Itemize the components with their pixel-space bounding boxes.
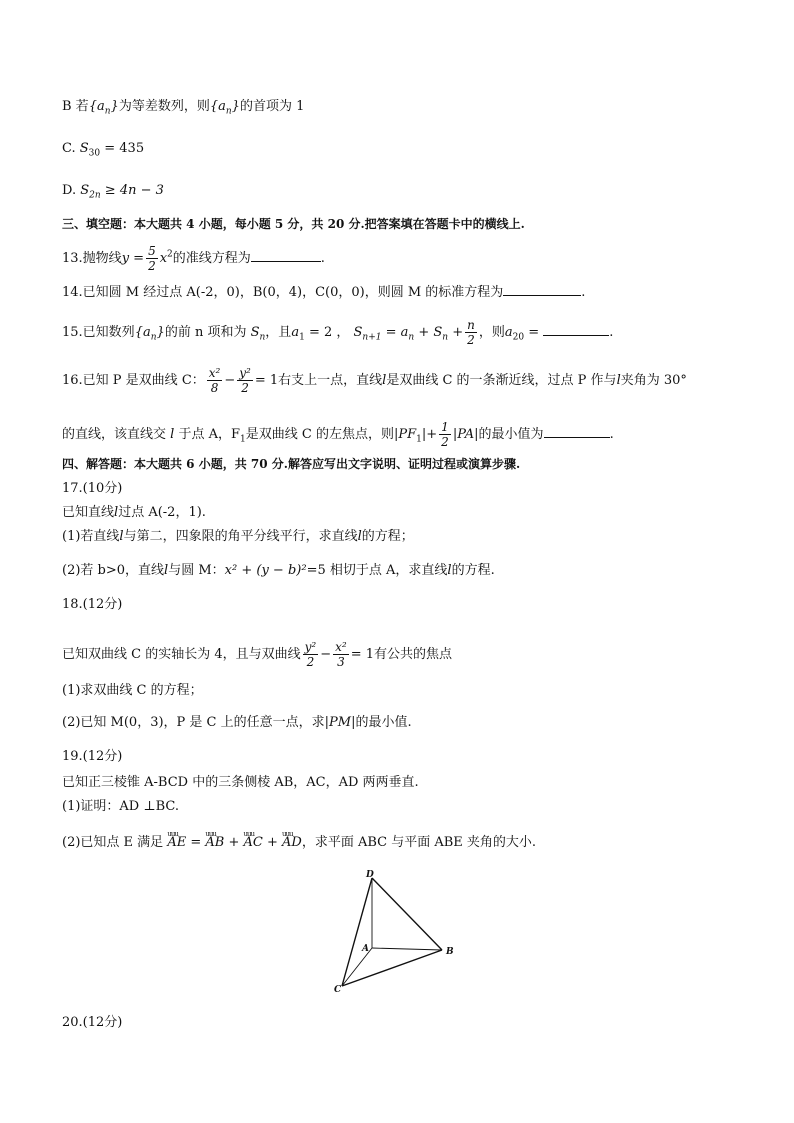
label-c: C (334, 985, 342, 994)
edge-db (372, 878, 442, 950)
option-c: C. $S_{30} = 435$ (62, 141, 145, 159)
question-18-head: 18.(12分) (62, 597, 123, 612)
question-18-part-1: (1)求双曲线 C 的方程； (62, 683, 203, 698)
question-18-intro: 已知双曲线 C 的实轴长为 4，且与双曲线 $\frac{\text{y²}}{2}$ − $\frac{\text{x²}}{3}$ = 1有公共的焦点 (62, 640, 453, 669)
section-4-heading: 四、解答题：本大题共 6 小题，共 70 分.解答应写出文字说明、证明过程或演算步骤. (62, 457, 521, 471)
question-16-line-2: 的直线，该直线交 l 于点 A，$F_1$是双曲线 C 的左焦点，则$|PF_1|+$ $\frac{1}{2}$ |PA|的最小值为 . (62, 420, 614, 449)
fraction: $\frac{\text{y²}}{2}$ (239, 366, 251, 395)
label-b: B (446, 947, 454, 957)
label-a: A (362, 944, 369, 954)
edge-ab (372, 948, 442, 950)
fraction: $\frac{n}{2}$ (467, 318, 475, 347)
question-19-part-2: (2)已知点 E 满足 uuu AE = uuu AB + uuu AC + uuu AD，求平面 ABC 与平面 ABE 夹角的大小. (62, 834, 536, 852)
question-17-head: 17.(10分) (62, 481, 123, 496)
option-d: D. $S_{2n} \ge 4n - 3$ (62, 183, 164, 201)
fraction: $\frac{\text{x²}}{8}$ (208, 366, 221, 395)
question-13: 13.抛物线y = $\frac{5}{2}$ $x^2$的准线方程为 . (62, 244, 325, 273)
question-19-intro: 已知正三棱锥 A-BCD 中的三条侧棱 AB，AC，AD 两两垂直. (62, 775, 419, 790)
answer-blank[interactable] (543, 334, 609, 336)
question-17-intro: 已知直线l过点 A(-2，1). (62, 505, 206, 520)
edge-cb (342, 950, 442, 986)
question-15: 15.已知数列$\{a_n\}$的前 n 项和为 $S_n$，且$a_1 = 2$ ， $S_{n+1} = a_n + S_n$ + $\frac{n}{2}$ ，则$a_{20}$ = . (62, 318, 614, 347)
question-16: 16.已知 P 是双曲线 C： $\frac{\text{x²}}{8}$ − $\frac{\text{y²}}{2}$ = 1右支上一点，直线l是双曲线 C 的一条渐近线，过点 P 作与l夹角为 30° (62, 366, 687, 395)
option-b: B 若$\{a_n\}$为等差数列，则$\{a_n\}$的首项为 1 (62, 99, 305, 117)
question-19-head: 19.(12分) (62, 749, 123, 764)
edge-dc (342, 878, 372, 986)
fraction: $\frac{5}{2}$ (148, 244, 156, 273)
fraction: $\frac{1}{2}$ (441, 420, 449, 449)
question-19-part-1: (1)证明：AD ⊥BC. (62, 799, 179, 814)
answer-blank[interactable] (251, 260, 321, 262)
answer-blank[interactable] (503, 294, 581, 296)
question-20-head: 20.(12分) (62, 1015, 123, 1030)
fraction: $\frac{\text{x²}}{3}$ (335, 640, 347, 669)
question-14: 14.已知圆 M 经过点 A(-2，0)，B(0，4)，C(0，0)，则圆 M 的标准方程为 . (62, 285, 586, 300)
question-18-part-2: (2)已知 M(0，3)，P 是 C 上的任意一点，求|PM|的最小值. (62, 715, 412, 730)
answer-blank[interactable] (544, 436, 610, 438)
question-17-part-2: (2)若 b>0，直线l与圆 M：x² + (y − b)²=5 相切于点 A，求直线l的方程. (62, 563, 495, 578)
section-3-heading: 三、填空题：本大题共 4 小题，每小题 5 分，共 20 分.把答案填在答题卡中的横线上. (62, 217, 525, 231)
tetrahedron-figure (330, 866, 460, 994)
label-d: D (366, 870, 374, 880)
question-17-part-1: (1)若直线l与第二，四象限的角平分线平行，求直线l的方程； (62, 529, 414, 544)
fraction: $\frac{\text{y²}}{2}$ (304, 640, 317, 669)
